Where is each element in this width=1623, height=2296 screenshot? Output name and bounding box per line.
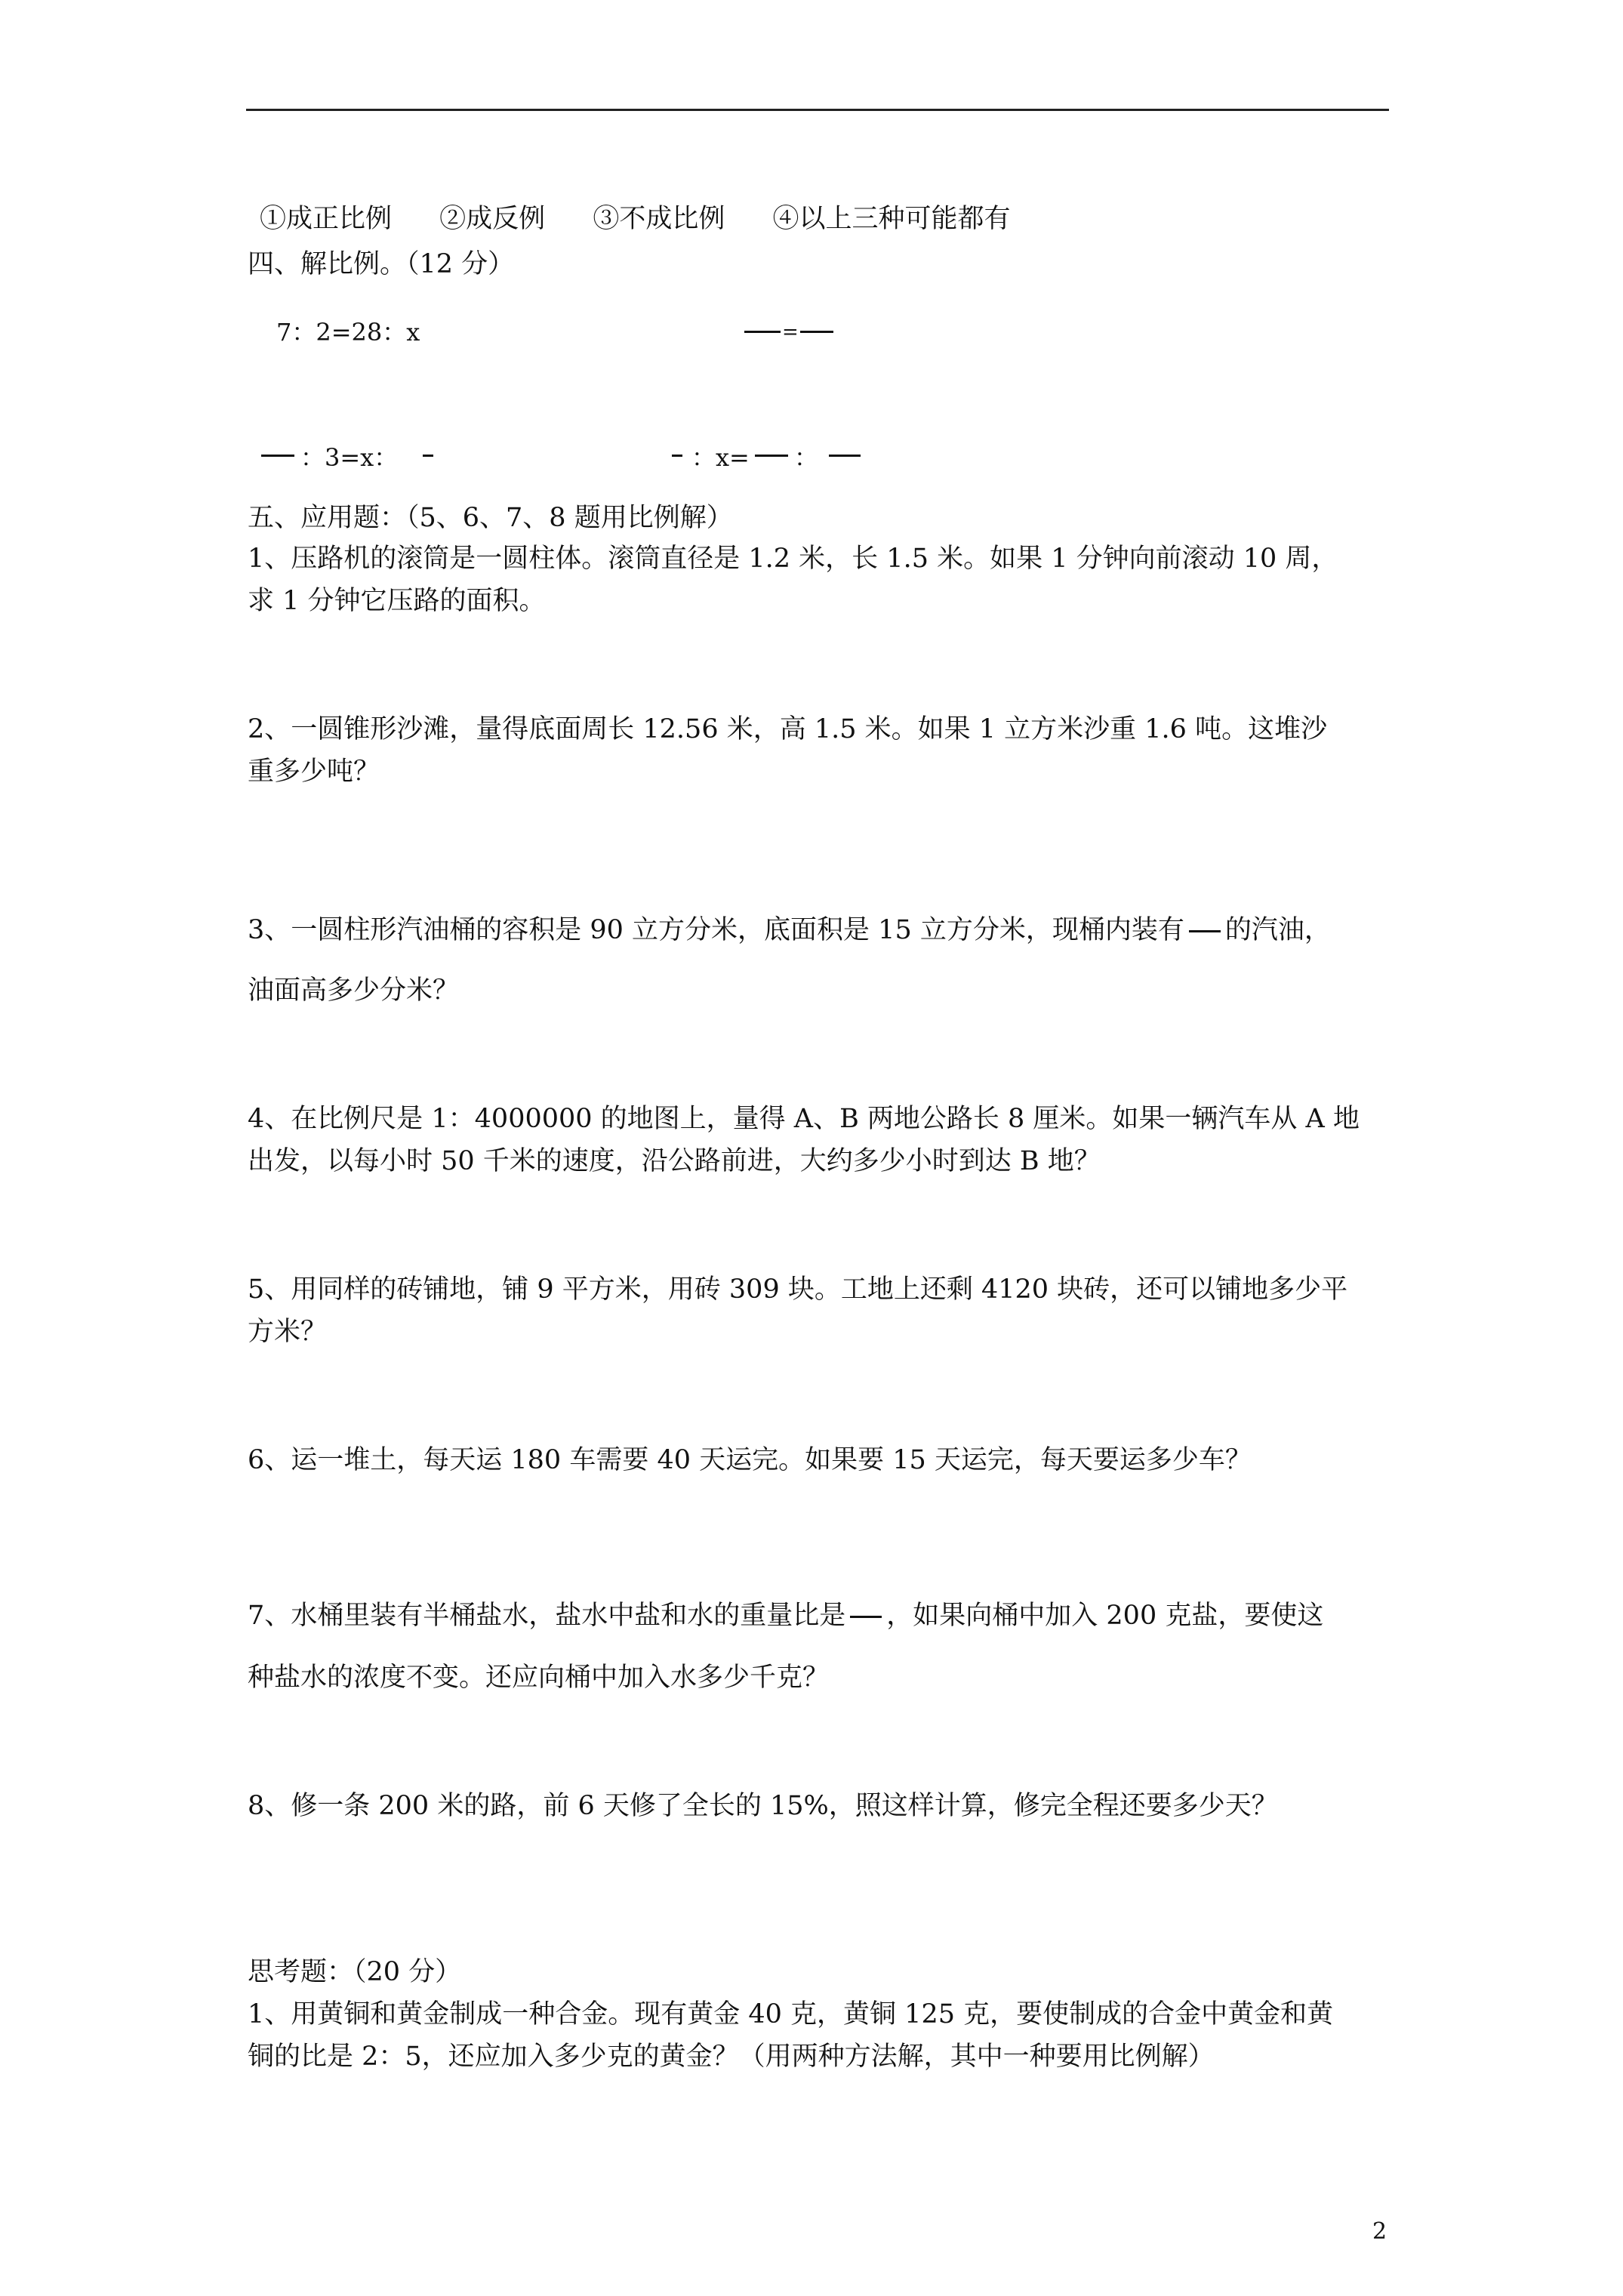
- option-1: ①成正比例: [260, 204, 393, 234]
- equation-1: 7：2=28：x: [276, 318, 420, 347]
- fraction-bar: [423, 455, 433, 457]
- question-7-line-1: [248, 1599, 1323, 1632]
- question-1-line-2: 求 1 分钟它压路的面积。: [248, 586, 546, 616]
- question-7-line-2: 种盐水的浓度不变。还应向桶中加入水多少千克？: [248, 1663, 830, 1693]
- equation-2-equals: =: [782, 321, 799, 344]
- question-4-line-1: 4、在比例尺是 1：4000000 的地图上，量得 A、B 两地公路长 8 厘米。如果一辆汽车从 A 地: [248, 1104, 1360, 1134]
- option-3: ③不成比例: [593, 204, 725, 234]
- question-7-text-a: 7、水桶里装有半桶盐水，盐水中盐和水的重量比是: [248, 1601, 846, 1631]
- section4-heading: 四、解比例。（12 分）: [248, 249, 515, 279]
- fraction-bar: [800, 331, 833, 333]
- fraction-bar: [744, 331, 781, 333]
- equation-3: ：3=x：: [300, 443, 399, 472]
- question-6: 6、运一堆土，每天运 180 车需要 40 天运完。如果要 15 天运完，每天要运多少车？: [248, 1445, 1252, 1475]
- header-rule: [246, 109, 1389, 111]
- thinking-question-1-line-1: 1、用黄铜和黄金制成一种合金。现有黄金 40 克，黄铜 125 克，要使制成的合金中黄金和黄: [248, 1999, 1334, 2029]
- question-3-line-2: 油面高多少分米？: [248, 975, 460, 1006]
- thinking-question-1-line-2: 铜的比是 2：5，还应加入多少克的黄金？（用两种方法解，其中一种要用比例解）: [248, 2042, 1215, 2072]
- question-1-line-1: 1、压路机的滚筒是一圆柱体。滚筒直径是 1.2 米，长 1.5 米。如果 1 分钟向前滚动 10 周，: [248, 544, 1338, 574]
- choice-options: [260, 202, 1049, 236]
- equation-4-colon: ：: [794, 443, 819, 472]
- question-5-line-1: 5、用同样的砖铺地，铺 9 平方米，用砖 309 块。工地上还剩 4120 块砖，还可以铺地多少平: [248, 1274, 1348, 1305]
- question-5-line-2: 方米？: [248, 1317, 328, 1347]
- fraction-bar: [755, 455, 788, 457]
- question-3-text-a: 3、一圆柱形汽油桶的容积是 90 立方分米，底面积是 15 立方分米，现桶内装有: [248, 915, 1184, 945]
- fraction-bar: [829, 455, 861, 457]
- question-8: 8、修一条 200 米的路，前 6 天修了全长的 15%，照这样计算，修完全程还要多少天？: [248, 1791, 1278, 1821]
- fraction-bar: [850, 1616, 882, 1618]
- question-3-text-b: 的汽油，: [1224, 915, 1331, 945]
- equation-4: ：x=: [691, 443, 750, 472]
- thinking-heading: 思考题：（20 分）: [248, 1957, 462, 1987]
- fraction-bar: [261, 455, 294, 457]
- page-number: 2: [1372, 2218, 1387, 2245]
- fraction-bar: [672, 455, 682, 457]
- question-2-line-1: 2、一圆锥形沙滩，量得底面周长 12.56 米，高 1.5 米。如果 1 立方米沙重 1.6 吨。这堆沙: [248, 714, 1328, 744]
- section5-heading: 五、应用题：（5、6、7、8 题用比例解）: [248, 503, 733, 533]
- option-2: ②成反例: [439, 204, 546, 234]
- fraction-bar: [1189, 930, 1221, 932]
- question-4-line-2: 出发，以每小时 50 千米的速度，沿公路前进，大约多少小时到达 B 地？: [248, 1146, 1101, 1176]
- question-7-text-b: ，如果向桶中加入 200 克盐，要使这: [886, 1601, 1324, 1631]
- question-2-line-2: 重多少吨？: [248, 757, 380, 787]
- question-3-line-1: [248, 914, 1331, 947]
- option-4: ④以上三种可能都有: [772, 204, 1011, 234]
